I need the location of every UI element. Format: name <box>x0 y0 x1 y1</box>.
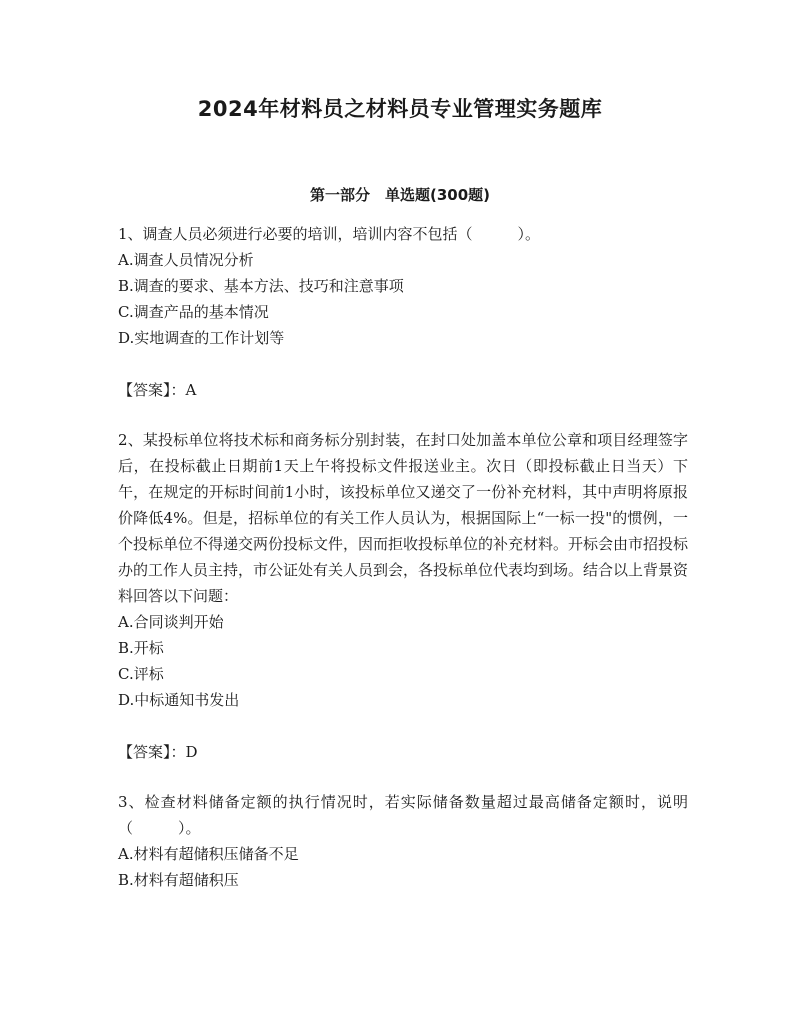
question-stem: 2、某投标单位将技术标和商务标分别封装，在封口处加盖本单位公章和项目经理签字后，在投标截止日期前1天上午将投标文件报送业主。次日（即投标截止日当天）下午，在规定的开标时间前1小时，该投标单位又递交了一份补充材料，其中声明将原报价降低4%。但是，招标单位的有关工作人员认为，根据国际上“一标一投"的惯例，一个投标单位不得递交两份投标文件，因而拒收投标单位的补充材料。开标会由市招投标办的工作人员主持，市公证处有关人员到会，各投标单位代表均到场。结合以上背景资料回答以下问题： <box>118 431 689 605</box>
question-option: C.评标 <box>118 665 164 683</box>
question-option: B.开标 <box>118 639 164 657</box>
question-option: D.中标通知书发出 <box>118 691 240 709</box>
question-list <box>118 221 688 893</box>
question-option: B.调查的要求、基本方法、技巧和注意事项 <box>118 277 404 295</box>
question-option: C.调查产品的基本情况 <box>118 303 269 321</box>
question-option: D.实地调查的工作计划等 <box>118 329 285 347</box>
question-stem: 3、检查材料储备定额的执行情况时，若实际储备数量超过最高储备定额时，说明（ ）。 <box>118 793 688 837</box>
question-stem: 1、调查人员必须进行必要的培训，培训内容不包括（ ）。 <box>118 225 541 243</box>
question-option: A.合同谈判开始 <box>118 613 224 631</box>
question-block <box>118 221 688 427</box>
question-answer: 【答案】：A <box>118 381 197 399</box>
question-answer: 【答案】：D <box>118 743 198 761</box>
question-option: B.材料有超储积压 <box>118 871 239 889</box>
section-heading: 第一部分 单选题(300题) <box>309 186 491 204</box>
document-title: 2024年材料员之材料员专业管理实务题库 <box>197 97 603 121</box>
question-option: A.材料有超储积压储备不足 <box>118 845 299 863</box>
question-block <box>118 427 688 789</box>
question-option: A.调查人员情况分析 <box>118 251 254 269</box>
question-block <box>118 789 688 893</box>
